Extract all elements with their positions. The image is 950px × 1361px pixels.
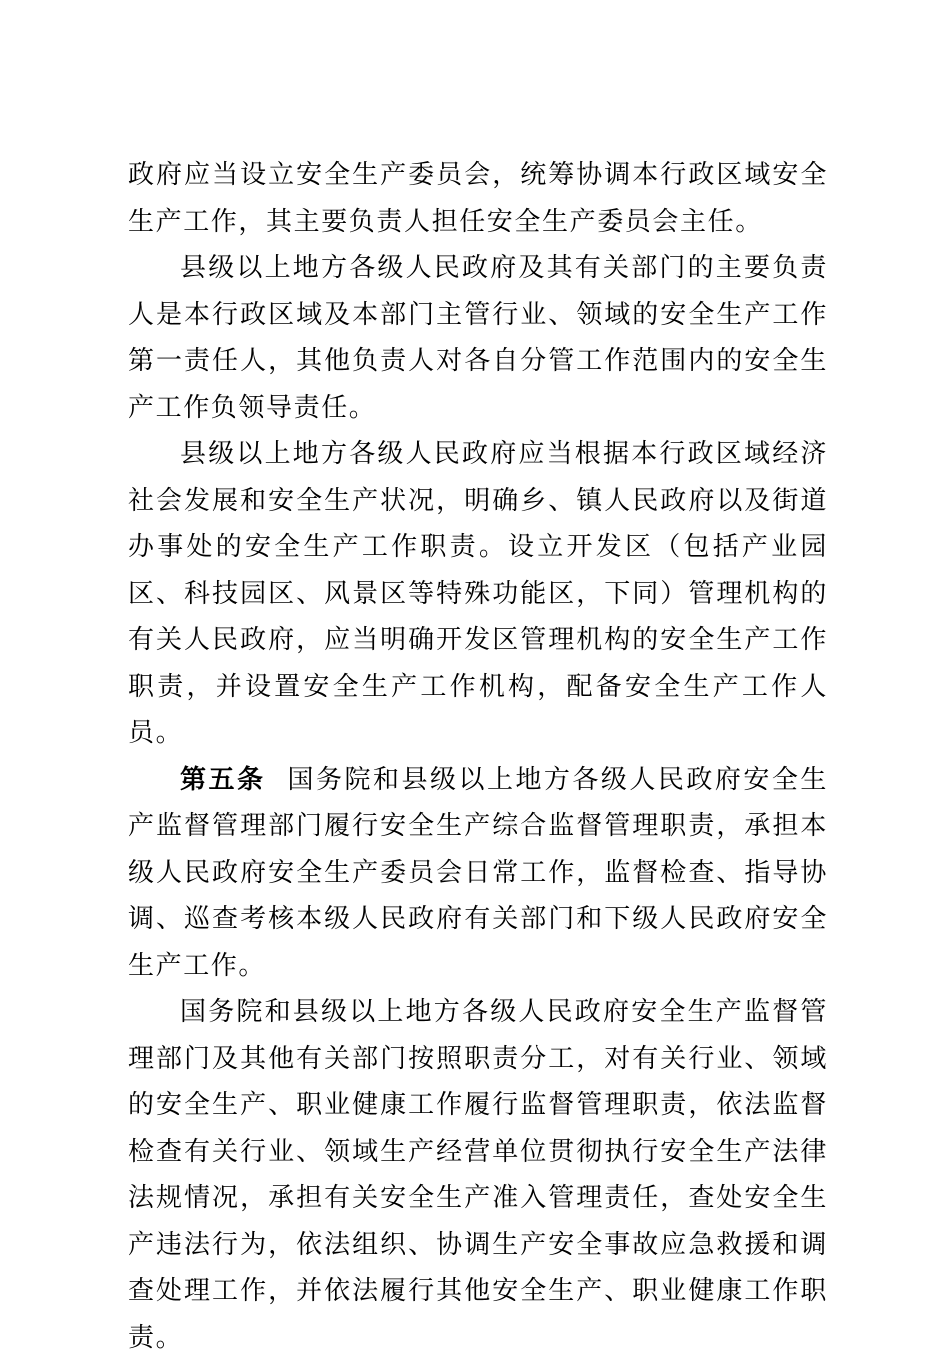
paragraph-1 bbox=[128, 152, 828, 245]
article-number: 第五条 bbox=[180, 764, 266, 795]
paragraph-3-text: 县级以上地方各级人民政府应当根据本行政区域经济社会发展和安全生产状况，明确乡、镇人民政府以及街道办事处的安全生产工作职责。设立开发区（包括产业园区、科技园区、风景区等特殊功能区，下同）管理机构的有关人民政府，应当明确开发区管理机构的安全生产工作职责，并设置安全生产工作机构，配备安全生产工作人员。 bbox=[128, 439, 828, 748]
document-body bbox=[128, 152, 828, 1361]
paragraph-4-text: 国务院和县级以上地方各级人民政府安全生产监督管理部门履行安全生产综合监督管理职责，承担本级人民政府安全生产委员会日常工作，监督检查、指导协调、巡查考核本级人民政府有关部门和下级人民政府安全生产工作。 bbox=[128, 764, 828, 981]
paragraph-1-text: 政府应当设立安全生产委员会，统筹协调本行政区域安全生产工作，其主要负责人担任安全生产委员会主任。 bbox=[128, 160, 828, 237]
paragraph-2 bbox=[128, 245, 828, 431]
paragraph-3 bbox=[128, 431, 828, 757]
paragraph-4 bbox=[128, 757, 828, 990]
paragraph-5-text: 国务院和县级以上地方各级人民政府安全生产监督管理部门及其他有关部门按照职责分工，对有关行业、领域的安全生产、职业健康工作履行监督管理职责，依法监督检查有关行业、领域生产经营单位贯彻执行安全生产法律法规情况，承担有关安全生产准入管理责任，查处安全生产违法行为，依法组织、协调生产安全事故应急救援和调查处理工作，并依法履行其他安全生产、职业健康工作职责。 bbox=[128, 997, 828, 1353]
paragraph-2-text: 县级以上地方各级人民政府及其有关部门的主要负责人是本行政区域及本部门主管行业、领域的安全生产工作第一责任人，其他负责人对各自分管工作范围内的安全生产工作负领导责任。 bbox=[128, 253, 828, 423]
paragraph-5 bbox=[128, 989, 828, 1361]
